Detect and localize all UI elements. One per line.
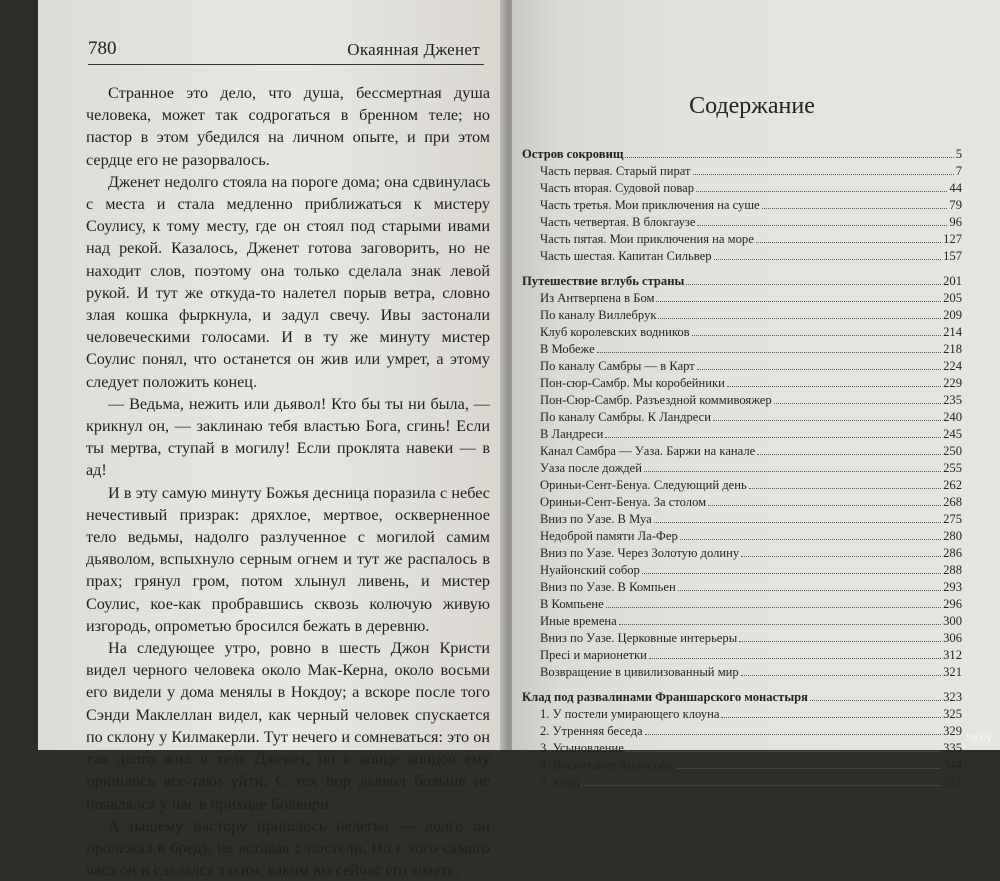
toc-entry [522, 426, 962, 443]
toc-entry-title: В Компьене [540, 597, 604, 611]
toc-entry [522, 545, 962, 562]
toc-entry-title: Нуайонский собор [540, 563, 640, 577]
toc-entry-page: 218 [943, 342, 962, 356]
toc-section [522, 273, 962, 681]
toc-leader-dots [686, 284, 941, 285]
toc-entry-title: Часть первая. Старый пират [540, 164, 691, 178]
toc-entry-title: Пон-сюр-Самбр. Мы коробейники [540, 376, 725, 390]
toc-entry-page: 245 [943, 427, 962, 441]
toc-entry-page: 288 [943, 563, 962, 577]
toc-leader-dots [756, 242, 941, 243]
toc-leader-dots [619, 624, 941, 625]
toc-entry-title: Вниз по Уазе. Через Золотую долину [540, 546, 740, 560]
toc-entry [522, 579, 962, 596]
toc-leader-dots [714, 259, 942, 260]
left-page [38, 0, 506, 880]
toc-entry-page: 306 [943, 631, 962, 645]
toc-entry [522, 477, 962, 494]
toc-entry-page: 329 [943, 724, 962, 738]
toc-leader-dots [656, 301, 941, 302]
toc-leader-dots [741, 556, 941, 557]
toc-entry-page: 44 [949, 181, 962, 195]
toc-entry [522, 307, 962, 324]
right-page [512, 0, 1000, 789]
toc-entry [522, 290, 962, 307]
toc-entry-page: 312 [943, 648, 962, 662]
toc-entry-title: По каналу Виллебрук [540, 308, 657, 322]
toc-entry [522, 214, 962, 231]
toc-entry-title: Недоброй памяти Ла-Фер [540, 529, 678, 543]
toc-entry [522, 341, 962, 358]
toc-leader-dots [644, 471, 941, 472]
toc-entry-page: 344 [943, 758, 962, 772]
toc-entry-page: 205 [943, 291, 962, 305]
toc-entry [522, 460, 962, 477]
toc-entry-title: Канал Самбра — Уаза. Баржи на канале [540, 444, 756, 458]
toc-entry-title: По каналу Самбры. К Ландреси [540, 410, 712, 424]
toc-entry-title: 2. Утренняя беседа [540, 724, 643, 738]
toc-section-title [522, 146, 962, 163]
toc-leader-dots [708, 505, 941, 506]
toc-entry [522, 375, 962, 392]
toc-entry [522, 231, 962, 248]
toc-leader-dots [696, 191, 947, 192]
toc-entry [522, 409, 962, 426]
toc-entry-title: В Ландреси [540, 427, 604, 441]
toc-entry [522, 324, 962, 341]
toc-entry-page: 229 [943, 376, 962, 390]
toc-entry-page: 335 [943, 741, 962, 755]
toc-entry-title: Уаза после дождей [540, 461, 643, 475]
toc-entry-page: 255 [943, 461, 962, 475]
paragraph: А нашему пастору пришлось нелегко — долго он пролежал в бреду, не вставая с постели. Но с того самого часа он и сделался таким, каким вы сейчас его знаете. [86, 816, 490, 880]
toc-leader-dots [774, 403, 941, 404]
toc-entry-title: 5. Клад [540, 775, 580, 789]
toc-entry-page: 351 [943, 775, 962, 789]
table-of-contents [522, 146, 962, 799]
toc-entry-page: 201 [943, 274, 962, 288]
toc-leader-dots [727, 386, 941, 387]
toc-entry [522, 706, 962, 723]
toc-leader-dots [693, 174, 954, 175]
toc-entry [522, 443, 962, 460]
toc-entry-page: 268 [943, 495, 962, 509]
toc-leader-dots [625, 157, 953, 158]
toc-entry-page: 240 [943, 410, 962, 424]
toc-entry-title: Ориньи-Сент-Бенуа. Следующий день [540, 478, 747, 492]
toc-entry [522, 511, 962, 528]
toc-entry-page: 5 [955, 147, 962, 161]
toc-entry-title: Вниз по Уазе. В Муа [540, 512, 652, 526]
toc-entry-page: 275 [943, 512, 962, 526]
toc-entry-page: 127 [943, 232, 962, 246]
toc-entry-title: Часть четвертая. В блокгаузе [540, 215, 696, 229]
toc-entry [522, 494, 962, 511]
toc-entry-title: Часть третья. Мои приключения на суше [540, 198, 760, 212]
toc-entry-page: 7 [955, 164, 962, 178]
toc-entry-title: Остров сокровищ [522, 147, 624, 161]
toc-entry-page: 280 [943, 529, 962, 543]
toc-entry-page: 214 [943, 325, 962, 339]
toc-section-title [522, 689, 962, 706]
toc-leader-dots [741, 675, 941, 676]
toc-entry-title: Часть пятая. Мои приключения на море [540, 232, 754, 246]
toc-entry-page: 235 [943, 393, 962, 407]
toc-entry-title: Клуб королевских водников [540, 325, 690, 339]
toc-entry [522, 358, 962, 375]
toc-entry [522, 740, 962, 757]
toc-entry [522, 647, 962, 664]
toc-entry [522, 392, 962, 409]
toc-entry [522, 757, 962, 774]
toc-leader-dots [713, 420, 941, 421]
toc-leader-dots [697, 225, 947, 226]
toc-leader-dots [626, 751, 941, 752]
toc-entry-title: Путешествие вглубь страны [522, 274, 685, 288]
toc-entry-title: Вниз по Уазе. Церковные интерьеры [540, 631, 738, 645]
toc-entry [522, 248, 962, 265]
toc-entry-title: Ориньи-Сент-Бенуа. За столом [540, 495, 707, 509]
toc-entry [522, 596, 962, 613]
toc-entry [522, 723, 962, 740]
toc-entry-title: Вниз по Уазе. В Компьен [540, 580, 676, 594]
toc-entry [522, 613, 962, 630]
toc-entry-title: Из Антверпена в Бом [540, 291, 655, 305]
toc-entry-page: 321 [943, 665, 962, 679]
running-header [88, 38, 484, 65]
toc-leader-dots [810, 700, 941, 701]
toc-entry-title: 3. Усыновление [540, 741, 624, 755]
toc-entry-title: Пон-Сюр-Самбр. Разъездной коммивояжер [540, 393, 772, 407]
toc-section [522, 146, 962, 265]
toc-entry-page: 300 [943, 614, 962, 628]
toc-entry-title: 1. У постели умирающего клоуна [540, 707, 720, 721]
running-title: Окаянная Дженет [347, 40, 480, 59]
toc-leader-dots [697, 369, 941, 370]
toc-leader-dots [676, 768, 942, 769]
toc-leader-dots [762, 208, 948, 209]
toc-entry-page: 79 [949, 198, 962, 212]
toc-entry-title: Клад под развалинами Франшарского монастыря [522, 690, 808, 704]
toc-leader-dots [749, 488, 941, 489]
toc-entry-title: Иные времена [540, 614, 617, 628]
toc-entry-page: 286 [943, 546, 962, 560]
toc-entry [522, 197, 962, 214]
toc-leader-dots [680, 539, 941, 540]
toc-leader-dots [739, 641, 941, 642]
toc-entry-page: 323 [943, 690, 962, 704]
toc-leader-dots [757, 454, 941, 455]
toc-leader-dots [654, 522, 941, 523]
toc-entry-page: 325 [943, 707, 962, 721]
watermark: by.by [966, 732, 992, 744]
paragraph: На следующее утро, ровно в шесть Джон Кристи видел черного человека около Мак-Керна, около восьми его видели у дома менялы в Нокдоу; а вскоре после того Сэнди Маклеллан видел, как черный человек спускается по склону у Килмакерли. Тут нечего и сомневаться: это он так долго жил в теле Дженет, но в конце концов ему пришлось все-таки уйти. С тех пор дьявол больше не появлялся у нас в приходе Болвири. [86, 639, 490, 813]
toc-entry [522, 664, 962, 681]
toc-entry-title: По каналу Самбры — в Карт [540, 359, 695, 373]
toc-entry-page: 262 [943, 478, 962, 492]
page-number: 780 [88, 38, 117, 59]
toc-leader-dots [581, 785, 941, 786]
toc-leader-dots [606, 607, 941, 608]
toc-section-title [522, 273, 962, 290]
toc-entry [522, 180, 962, 197]
toc-entry-page: 224 [943, 359, 962, 373]
toc-entry-title: В Мобеже [540, 342, 595, 356]
toc-entry-page: 96 [949, 215, 962, 229]
toc-leader-dots [721, 717, 941, 718]
toc-heading: Содержание [689, 93, 815, 119]
toc-entry [522, 774, 962, 791]
toc-entry [522, 562, 962, 579]
paragraph: И в эту самую минуту Божья десница поразила с небес нечестивый призрак: дряхлое, мертвое, оскверненное тело ведьмы, надолго разлученное с могилой самим дьяволом, вспыхнуло серным огнем и тут же распалось в прах; грянул гром, потом хлынул ливень, и мистер Соулис, кое-как пробравшись сквозь колючую живую изгородь, опрометью бросился бежать в деревню. [86, 483, 490, 635]
toc-leader-dots [678, 590, 941, 591]
paragraph: Странное это дело, что душа, бессмертная душа человека, может так содрогаться в бренном теле; но пастор в этом убедился на личном опыте, и при этом сердце его не разорвалось. [86, 84, 490, 169]
toc-entry-title: Пресi и марионетки [540, 648, 647, 662]
toc-section [522, 689, 962, 791]
toc-entry-title: Возвращение в цивилизованный мир [540, 665, 739, 679]
paragraph: — Ведьма, нежить или дьявол! Кто бы ты ни была, — крикнул он, — заклинаю тебя властью Бога, сгинь! Если ты мертва, ступай в могилу! Если проклята навеки — в ад! [86, 394, 490, 480]
toc-entry-page: 250 [943, 444, 962, 458]
toc-entry-page: 293 [943, 580, 962, 594]
toc-leader-dots [649, 658, 941, 659]
toc-entry-title: 4. Воспитание философа [540, 758, 674, 772]
toc-entry-page: 296 [943, 597, 962, 611]
toc-entry-page: 209 [943, 308, 962, 322]
toc-entry-title: Часть шестая. Капитан Сильвер [540, 249, 712, 263]
toc-leader-dots [605, 437, 941, 438]
toc-leader-dots [645, 734, 942, 735]
body-text [86, 82, 490, 881]
toc-entry [522, 528, 962, 545]
toc-leader-dots [658, 318, 941, 319]
toc-leader-dots [642, 573, 941, 574]
toc-entry-page: 157 [943, 249, 962, 263]
toc-leader-dots [692, 335, 941, 336]
toc-entry [522, 163, 962, 180]
toc-leader-dots [597, 352, 941, 353]
toc-entry-title: Часть вторая. Судовой повар [540, 181, 695, 195]
toc-entry [522, 630, 962, 647]
paragraph: Дженет недолго стояла на пороге дома; она сдвинулась с места и стала медленно приближаться к мистеру Соулису, к тому месту, где он стоял под старыми ивами над рекой. Казалось, Дженет готова заговорить, но не находит слов, поэтому она только сделала знак левой рукой. И тут же откуда-то налетел порыв ветра, словно злая кошка фыркнула, и задул свечу. Ивы застонали человеческими голосами. И в ту же минуту мистер Соулис понял, что останется он жив или умрет, а этому следует положить конец. [86, 172, 490, 391]
